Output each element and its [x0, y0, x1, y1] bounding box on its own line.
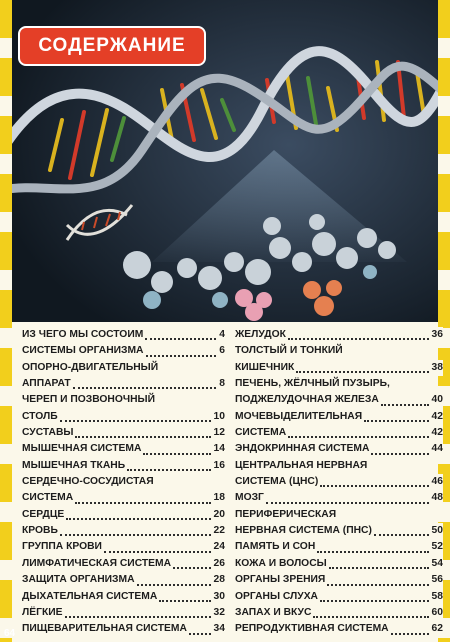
toc-entry — [22, 490, 225, 506]
toc-entry — [22, 425, 225, 441]
toc-entry — [235, 360, 443, 376]
toc-entry-title: КОЖА И ВОЛОСЫ — [235, 557, 327, 569]
toc-leader-dots — [320, 598, 429, 602]
toc-entry — [22, 507, 225, 523]
toc-entry-page: 6 — [217, 343, 225, 359]
toc-entry-page: 56 — [430, 572, 443, 588]
toc-leader-dots — [189, 631, 211, 635]
toc-entry-title: ЭНДОКРИННАЯ СИСТЕМА — [235, 443, 370, 455]
toc-leader-dots — [60, 418, 211, 422]
toc-entry — [22, 572, 225, 588]
toc-entry-title: ПАМЯТЬ И СОН — [235, 541, 316, 553]
toc-leader-dots — [173, 565, 210, 569]
toc-leader-dots — [371, 451, 428, 455]
toc-entry-title: ЧЕРЕП И ПОЗВОНОЧНЫЙ — [22, 394, 156, 406]
toc-leader-dots — [127, 467, 210, 471]
toc-leader-dots — [317, 549, 428, 553]
toc-leader-dots — [73, 385, 217, 389]
toc-entry-page: 32 — [212, 605, 225, 621]
toc-entry-title: ЖЕЛУДОК — [235, 329, 286, 340]
toc-entry-page: 4 — [217, 327, 225, 343]
toc-entry — [22, 556, 225, 572]
toc-entry-page: 42 — [430, 425, 443, 441]
toc-entry-title: СИСТЕМА — [235, 427, 287, 439]
toc-leader-dots — [146, 353, 217, 357]
toc-entry-page: 44 — [430, 441, 443, 457]
toc-entry — [235, 376, 443, 392]
toc-entry-title: ПИЩЕВАРИТЕЛЬНАЯ СИСТЕМА — [22, 623, 187, 635]
toc-entry — [22, 376, 225, 392]
toc-entry-page: 60 — [430, 605, 443, 621]
toc-entry — [22, 327, 225, 343]
toc-entry-page: 38 — [430, 360, 443, 376]
toc-entry-page: 18 — [212, 490, 225, 506]
toc-entry-page: 20 — [212, 507, 225, 523]
toc-entry — [235, 425, 443, 441]
toc-leader-dots — [320, 483, 428, 487]
toc-entry — [235, 409, 443, 425]
toc-entry — [235, 523, 443, 539]
toc-leader-dots — [288, 336, 429, 340]
toc-entry-page: 24 — [212, 539, 225, 555]
left-border-stripe — [0, 0, 12, 642]
toc-leader-dots — [296, 369, 428, 373]
toc-entry-page: 12 — [212, 425, 225, 441]
toc-entry — [22, 589, 225, 605]
toc-entry-page: 30 — [212, 589, 225, 605]
toc-entry — [235, 490, 443, 506]
toc-entry-page: 62 — [430, 621, 443, 637]
toc-entry — [235, 343, 443, 359]
toc-leader-dots — [327, 582, 428, 586]
toc-entry-page: 34 — [212, 621, 225, 637]
toc-entry-page: 22 — [212, 523, 225, 539]
toc-leader-dots — [65, 614, 211, 618]
toc-leader-dots — [266, 500, 429, 504]
toc-entry-title: СИСТЕМА (ЦНС) — [235, 476, 319, 488]
toc-entry-title: СТОЛБ — [22, 410, 58, 422]
toc-entry-title: ТОЛСТЫЙ И ТОНКИЙ — [235, 345, 343, 357]
toc-entry-page: 52 — [430, 539, 443, 555]
toc-entry — [22, 539, 225, 555]
page-number: 64 — [4, 628, 16, 639]
toc-entry — [22, 458, 225, 474]
toc-entry — [22, 360, 225, 376]
toc-entry-title: СЕРДЦЕ — [22, 508, 65, 520]
toc-entry — [235, 539, 443, 555]
toc-entry — [235, 621, 443, 637]
toc-entry-page: 36 — [430, 327, 443, 343]
toc-entry-title: ЗАЩИТА ОРГАНИЗМА — [22, 574, 135, 586]
toc-entry-title: ДЫХАТЕЛЬНАЯ СИСТЕМА — [22, 590, 158, 602]
toc-entry-page: 54 — [430, 556, 443, 572]
toc-entry — [235, 572, 443, 588]
toc-entry-title: МЫШЕЧНАЯ ТКАНЬ — [22, 459, 126, 471]
toc-entry — [22, 343, 225, 359]
toc-entry-title: ОПОРНО-ДВИГАТЕЛЬНЫЙ — [22, 361, 159, 373]
toc-entry — [235, 474, 443, 490]
toc-entry — [235, 327, 443, 343]
toc-leader-dots — [329, 565, 429, 569]
toc-entry — [235, 392, 443, 408]
toc-entry-title: СЕРДЕЧНО-СОСУДИСТАЯ — [22, 476, 154, 488]
toc-entry-page: 50 — [430, 523, 443, 539]
toc-entry — [235, 556, 443, 572]
toc-entry — [235, 441, 443, 457]
toc-leader-dots — [313, 614, 428, 618]
toc-leader-dots — [288, 434, 428, 438]
toc-entry-title: ГРУППА КРОВИ — [22, 541, 102, 553]
toc-entry-page: 16 — [212, 458, 225, 474]
toc-leader-dots — [137, 582, 211, 586]
toc-leader-dots — [391, 631, 429, 635]
toc-leader-dots — [159, 598, 210, 602]
toc-entry-title: ОРГАНЫ ЗРЕНИЯ — [235, 574, 326, 586]
toc-entry-title: НЕРВНАЯ СИСТЕМА (ПНС) — [235, 525, 372, 537]
toc-entry-title: МЫШЕЧНАЯ СИСТЕМА — [22, 443, 142, 455]
toc-entry-page: 28 — [212, 572, 225, 588]
toc-leader-dots — [374, 532, 429, 536]
toc-entry-page: 26 — [212, 556, 225, 572]
toc-entry-title: ПЕЧЕНЬ, ЖЁЛЧНЫЙ ПУЗЫРЬ, — [235, 378, 390, 390]
toc-leader-dots — [145, 336, 216, 340]
toc-entry — [22, 523, 225, 539]
toc-entry-title: МОЗГ — [235, 492, 264, 504]
toc-entry-title: КРОВЬ — [22, 525, 58, 537]
toc-entry-page: 14 — [212, 441, 225, 457]
toc-entry-title: ЦЕНТРАЛЬНАЯ НЕРВНАЯ — [235, 459, 368, 471]
toc-entry — [22, 605, 225, 621]
toc-entry-title: ЛЁГКИЕ — [22, 606, 63, 618]
toc-leader-dots — [143, 451, 210, 455]
toc-leader-dots — [60, 532, 211, 536]
toc-entry-title: СИСТЕМЫ ОРГАНИЗМА — [22, 345, 144, 357]
toc-entry-title: ЛИМФАТИЧЕСКАЯ СИСТЕМА — [22, 557, 172, 569]
toc-entry — [22, 474, 225, 490]
toc-leader-dots — [75, 434, 210, 438]
page-title: СОДЕРЖАНИЕ — [18, 26, 206, 66]
toc-entry-title: АППАРАТ — [22, 378, 71, 390]
toc-entry — [22, 441, 225, 457]
toc-entry — [235, 458, 443, 474]
toc-entry-page: 48 — [430, 490, 443, 506]
toc-entry-title: КИШЕЧНИК — [235, 361, 295, 373]
toc-leader-dots — [381, 402, 429, 406]
toc-entry — [22, 621, 225, 637]
toc-entry-title: ПЕРИФЕРИЧЕСКАЯ — [235, 508, 337, 520]
toc-entry-page: 8 — [217, 376, 225, 392]
toc-entry-page: 42 — [430, 409, 443, 425]
toc-entry-title: ОРГАНЫ СЛУХА — [235, 590, 318, 602]
toc-entry — [22, 392, 225, 408]
toc-entry — [235, 605, 443, 621]
toc-entry-title: РЕПРОДУКТИВНАЯ СИСТЕМА — [235, 623, 389, 635]
toc-entry-title: ЗАПАХ И ВКУС — [235, 606, 312, 618]
toc-entry-title: МОЧЕВЫДЕЛИТЕЛЬНАЯ — [235, 410, 363, 422]
toc-left-column — [22, 327, 225, 638]
toc-entry — [22, 409, 225, 425]
toc-leader-dots — [66, 516, 210, 520]
toc-entry-page: 40 — [430, 392, 443, 408]
toc-leader-dots — [75, 500, 210, 504]
toc-entry-title: ПОДЖЕЛУДОЧНАЯ ЖЕЛЕЗА — [235, 394, 379, 406]
toc-entry-title: СУСТАВЫ — [22, 427, 74, 439]
toc-entry — [235, 589, 443, 605]
toc-entry — [235, 507, 443, 523]
toc-entry-page: 46 — [430, 474, 443, 490]
toc-right-column — [235, 327, 443, 638]
toc-leader-dots — [364, 418, 428, 422]
toc-entry-page: 58 — [430, 589, 443, 605]
toc-entry-title: ИЗ ЧЕГО МЫ СОСТОИМ — [22, 329, 144, 340]
toc-entry-page: 10 — [212, 409, 225, 425]
toc-entry-title: СИСТЕМА — [22, 492, 74, 504]
toc-leader-dots — [104, 549, 211, 553]
